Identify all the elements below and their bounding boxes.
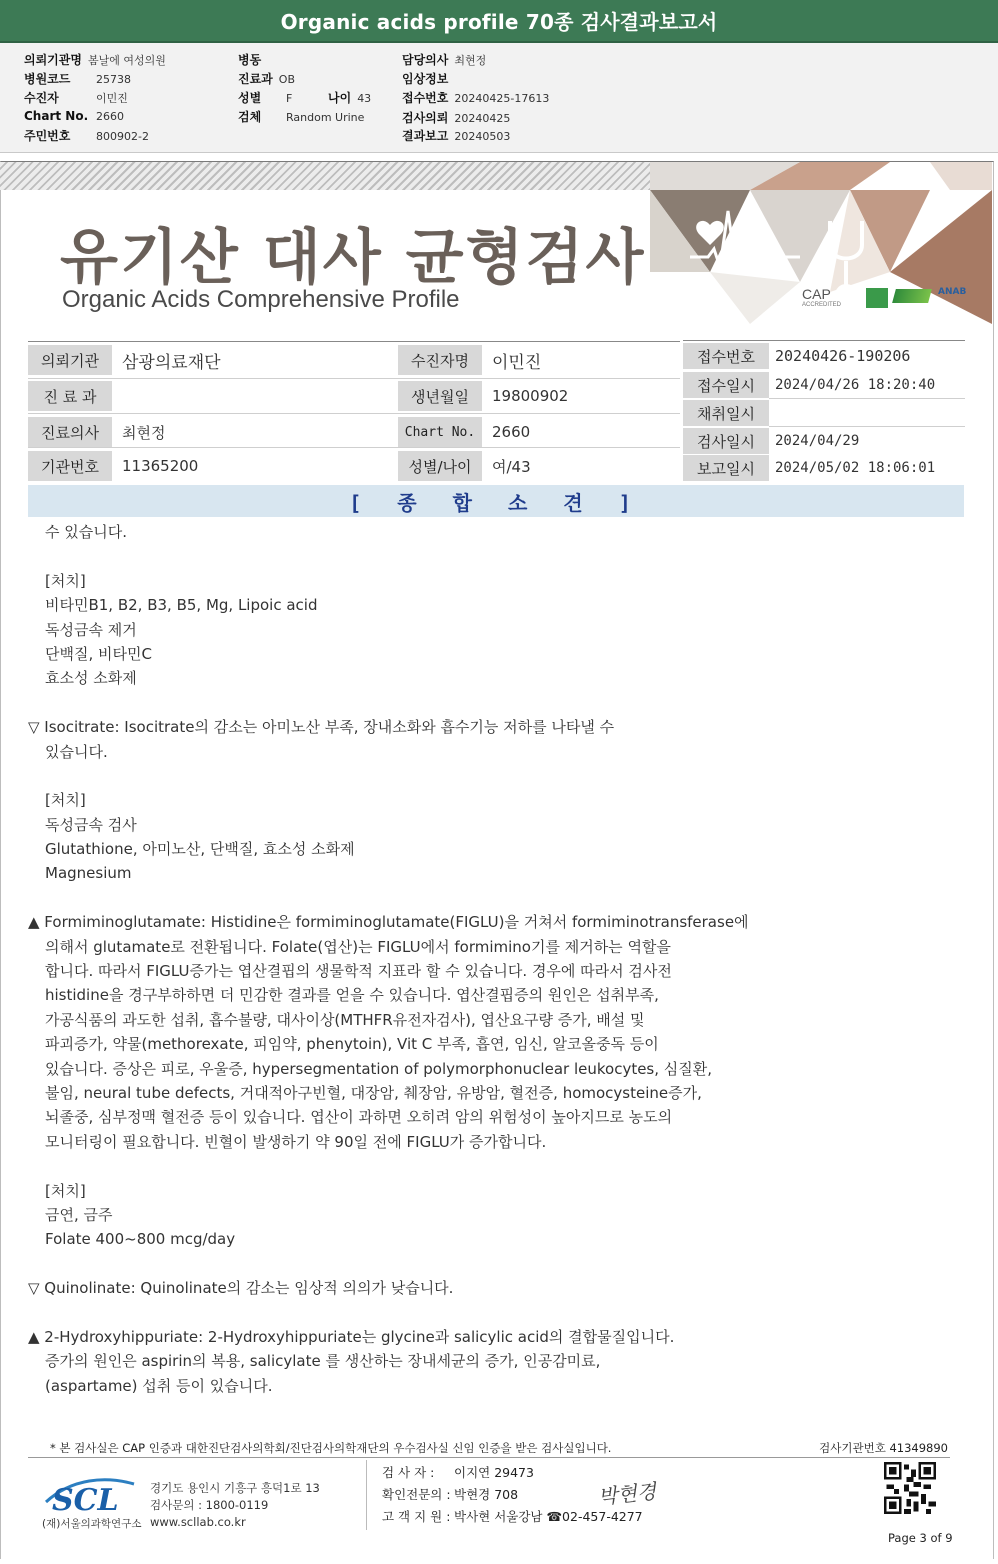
body-line: [28, 886, 958, 910]
body-line: ▽ Isocitrate: Isocitrate의 감소는 아미노산 부족, 장내소화와 흡수기능 저하를 나타낼 수: [28, 718, 615, 737]
value-birth: 19800902: [492, 387, 569, 405]
scl-logo: [42, 1474, 136, 1514]
right-table-top-rule: [683, 340, 965, 341]
summary-body: [28, 520, 958, 1398]
examiner-row: 검 사 자 : 이지연 29473: [382, 1465, 534, 1480]
info-hospital: 의뢰기관명 봄날에 여성의원: [24, 53, 166, 67]
body-line: Folate 400~800 mcg/day: [45, 1230, 236, 1249]
label-receipt-no: 접수번호: [683, 343, 769, 369]
body-line: 있습니다.: [45, 742, 108, 761]
summary-header: [ 종 합 소 견 ]: [28, 485, 964, 517]
info-request-date: 검사의뢰 20240425: [402, 111, 511, 125]
body-line: 증가의 원인은 aspirin의 복용, salicylate 를 생산하는 장내세균의 증가, 인공감미료,: [45, 1352, 601, 1371]
confirm-row: 확인전문의 : 박현경 708: [382, 1487, 519, 1502]
institution-number: 검사기관번호 41349890: [819, 1441, 948, 1455]
body-line: [처치]: [45, 571, 86, 590]
info-department: 진료과 OB: [238, 72, 295, 86]
body-line: ▲ Formiminoglutamate: Histidine은 formiminoglutamate(FIGLU)을 거쳐서 formiminotransferase에: [28, 913, 749, 932]
svg-text:SCL: SCL: [52, 1483, 119, 1514]
body-line: 비타민B1, B2, B3, B5, Mg, Lipoic acid: [45, 596, 318, 615]
value-org-no: 11365200: [122, 457, 199, 475]
title-english: Organic Acids Comprehensive Profile: [62, 286, 460, 313]
heartbeat-icon: [690, 205, 800, 275]
label-collect-dt: 채취일시: [683, 400, 769, 426]
qr-code-icon: [884, 1462, 936, 1514]
label-report-dt: 보고일시: [683, 455, 769, 481]
body-line: [28, 544, 958, 568]
page-number: Page 3 of 9: [888, 1531, 953, 1545]
body-line: [28, 1301, 958, 1325]
info-chart-no: Chart No. 2660: [24, 109, 124, 123]
report-info-panel: [0, 43, 998, 153]
body-line: ▽ Quinolinate: Quinolinate의 감소는 임상적 의의가 낮습니다.: [28, 1279, 454, 1298]
lab-address: 경기도 용인시 기흥구 흥덕1로 13: [150, 1481, 320, 1495]
body-line: 수 있습니다.: [45, 523, 127, 541]
report-title-bar: [0, 0, 998, 43]
anab-logo: ANAB: [938, 287, 967, 297]
table-rule-1: [28, 378, 680, 379]
table-rule-3: [28, 447, 680, 448]
label-patient: 수진자명: [398, 345, 482, 375]
info-specimen: 검체 Random Urine: [238, 110, 365, 124]
body-line: (aspartame) 섭취 등이 있습니다.: [45, 1376, 273, 1395]
signature: 박현경: [597, 1479, 658, 1509]
value-patient: 이민진: [492, 352, 542, 373]
body-line: 불임, neural tube defects, 거대적아구빈혈, 대장암, 췌장암, 유방암, 혈전증, homocysteine증가,: [45, 1083, 702, 1102]
label-test-dt: 검사일시: [683, 428, 769, 454]
body-line: 있습니다. 증상은 피로, 우울증, hypersegmentation of polymorphonuclear leukocytes, 심질환,: [45, 1059, 713, 1078]
body-line: 가공식품의 과도한 섭취, 흡수불량, 대사이상(MTHFR유전자검사), 엽산요구량 증가, 배설 및: [45, 1010, 645, 1029]
label-birth: 생년월일: [398, 381, 482, 411]
body-line: 파괴증가, 약물(methorexate, 피임약, phenytoin), Vit C 부족, 흡연, 임신, 알코올중독 등이: [45, 1035, 659, 1054]
body-line: 뇌졸중, 심부정맥 혈전증 등이 있습니다. 엽산이 과하면 오히려 암의 위험성이 높아지므로 농도의: [45, 1108, 673, 1127]
value-sex-age: 여/43: [492, 457, 531, 476]
info-receipt-no: 접수번호 20240425-17613: [402, 91, 550, 105]
lab-website[interactable]: www.scllab.co.kr: [150, 1515, 246, 1529]
value-org: 삼광의료재단: [122, 352, 221, 373]
value-chart: 2660: [492, 423, 531, 441]
info-sex: 성별 F: [238, 91, 293, 105]
lm-logo: [866, 288, 888, 308]
info-hospital-code: 병원코드 25738: [24, 72, 131, 86]
body-line: 의해서 glutamate로 전환됩니다. Folate(엽산)는 FIGLU에서 formimino기를 제거하는 역할을: [45, 937, 671, 956]
body-line: 합니다. 따라서 FIGLU증가는 엽산결핍의 생물학적 지표라 할 수 있습니다. 경우에 따라서 검사전: [45, 962, 672, 981]
value-test-dt: 2024/04/29: [775, 433, 860, 449]
footer-notice-row: [28, 1438, 950, 1458]
report-title: Organic acids profile 70종 검사결과보고서: [280, 10, 718, 34]
info-clinical: 임상정보: [402, 72, 449, 86]
body-line: 금연, 금주: [45, 1205, 113, 1224]
info-report-date: 결과보고 20240503: [402, 129, 511, 143]
body-line: histidine을 경구부하하면 더 민감한 결과를 얻을 수 있습니다. 엽산결핍증의 원인은 섭취부족,: [45, 986, 659, 1005]
label-org-no: 기관번호: [28, 451, 112, 481]
body-line: [28, 691, 958, 715]
body-line: [처치]: [45, 1181, 86, 1200]
right-rule-2: [769, 426, 965, 427]
body-line: 독성금속 검사: [45, 815, 137, 834]
body-line: ▲ 2-Hydroxyhippuriate: 2-Hydroxyhippuriate는 glycine과 salicylic acid의 결합물질입니다.: [28, 1327, 675, 1346]
value-doctor: 최현정: [122, 423, 166, 442]
cap-logo: CAP ACCREDITED: [802, 286, 842, 308]
value-dept: [116, 381, 396, 411]
label-chart: Chart No.: [398, 417, 482, 447]
label-receipt-dt: 접수일시: [683, 372, 769, 398]
value-receipt-no: 20240426-190206: [775, 347, 911, 365]
table-top-rule: [28, 341, 680, 342]
label-doctor: 진료의사: [28, 417, 112, 447]
body-line: 단백질, 비타민C: [45, 644, 152, 663]
kla-logo: [892, 289, 932, 303]
body-line: [28, 1252, 958, 1276]
body-line: [처치]: [45, 791, 86, 810]
label-sex-age: 성별/나이: [398, 451, 482, 481]
support-row: 고 객 지 원 : 박사현 서울강남 ☎02-457-4277: [382, 1509, 643, 1524]
right-rule-1: [769, 398, 965, 399]
body-line: 모니터링이 필요합니다. 빈혈이 발생하기 약 90일 전에 FIGLU가 증가합니다.: [45, 1132, 547, 1151]
value-report-dt: 2024/05/02 18:06:01: [775, 460, 936, 476]
table-rule-2: [28, 413, 680, 414]
label-dept: 진 료 과: [28, 381, 112, 411]
body-line: [28, 1154, 958, 1178]
body-line: Glutathione, 아미노산, 단백질, 효소성 소화제: [45, 840, 355, 859]
info-patient: 수진자 이민진: [24, 91, 128, 105]
title-korean: 유기산 대사 균형검사: [60, 223, 646, 293]
footer-divider: [366, 1460, 367, 1530]
info-resident-no: 주민번호 800902-2: [24, 129, 149, 143]
footer-notice: * 본 검사실은 CAP 인증과 대한진단검사의학회/진단검사의학재단의 우수검사실 신임 인증을 받은 검사실입니다.: [50, 1441, 612, 1455]
lab-name: (재)서울의과학연구소: [42, 1518, 142, 1530]
body-line: [28, 764, 958, 788]
body-line: Magnesium: [45, 864, 132, 883]
info-ward: 병동: [238, 53, 262, 67]
info-age: 나이 43: [328, 91, 372, 105]
label-org: 의뢰기관: [28, 345, 112, 375]
body-line: 독성금속 제거: [45, 620, 137, 639]
info-doctor: 담당의사 최현정: [402, 53, 487, 67]
value-collect-dt: [769, 400, 965, 426]
body-line: 효소성 소화제: [45, 669, 137, 688]
lab-phone: 검사문의 : 1800-0119: [150, 1498, 269, 1512]
value-receipt-dt: 2024/04/26 18:20:40: [775, 377, 936, 393]
